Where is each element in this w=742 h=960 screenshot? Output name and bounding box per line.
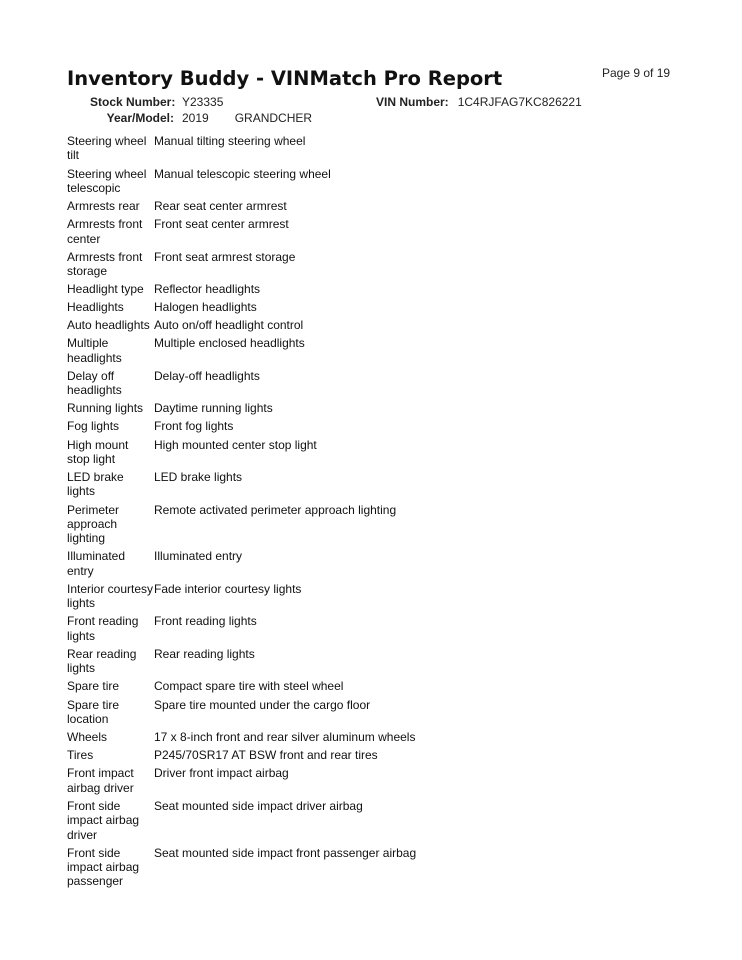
spec-label: Front side impact airbag driver bbox=[67, 798, 140, 842]
vin-number-value: 1C4RJFAG7KC826221 bbox=[457, 95, 582, 109]
spec-value: Front reading lights bbox=[154, 614, 257, 629]
spec-row bbox=[67, 799, 487, 842]
spec-row bbox=[67, 336, 487, 365]
spec-row bbox=[67, 647, 487, 676]
spec-row bbox=[67, 250, 487, 279]
spec-label: Armrests rear bbox=[67, 199, 140, 213]
year-model-field bbox=[106, 111, 312, 125]
spec-row bbox=[67, 698, 487, 727]
spec-label: Multiple headlights bbox=[67, 336, 122, 365]
spec-label: Front reading lights bbox=[67, 614, 139, 643]
year-value: 2019 bbox=[182, 111, 209, 125]
spec-value: Rear reading lights bbox=[154, 646, 255, 661]
spec-row bbox=[67, 134, 487, 163]
spec-value: Compact spare tire with steel wheel bbox=[154, 679, 344, 694]
spec-row bbox=[67, 582, 487, 611]
spec-row bbox=[67, 614, 487, 643]
spec-value: Driver front impact airbag bbox=[154, 766, 289, 781]
spec-value: Fade interior courtesy lights bbox=[154, 581, 302, 596]
spec-value: LED brake lights bbox=[154, 470, 243, 485]
report-title: Inventory Buddy - VINMatch Pro Report bbox=[67, 67, 503, 90]
spec-label: Headlight type bbox=[67, 282, 144, 297]
spec-value: Auto on/off headlight control bbox=[154, 318, 304, 333]
spec-row bbox=[67, 419, 487, 433]
spec-row bbox=[67, 730, 487, 744]
spec-label: Fog lights bbox=[67, 419, 120, 434]
spec-label: Spare tire location bbox=[67, 697, 120, 726]
spec-value: Front fog lights bbox=[154, 419, 234, 434]
model-value: GRANDCHER bbox=[234, 111, 313, 125]
spec-row bbox=[67, 679, 487, 693]
spec-row bbox=[67, 549, 487, 578]
spec-label: Interior courtesy lights bbox=[67, 581, 154, 611]
spec-label: Spare tire bbox=[67, 679, 120, 694]
spec-value: Manual tilting steering wheel bbox=[154, 134, 306, 148]
spec-value: Multiple enclosed headlights bbox=[154, 336, 305, 351]
spec-row bbox=[67, 282, 487, 296]
spec-value: Front seat armrest storage bbox=[154, 249, 296, 264]
spec-label: Tires bbox=[67, 748, 94, 763]
spec-row bbox=[67, 470, 487, 499]
spec-label: High mount stop light bbox=[67, 437, 129, 466]
spec-label: Steering wheel telescopic bbox=[67, 166, 147, 195]
spec-value: Seat mounted side impact front passenger airbag bbox=[154, 845, 417, 860]
spec-value: P245/70SR17 AT BSW front and rear tires bbox=[154, 748, 378, 763]
spec-value: Rear seat center armrest bbox=[154, 199, 287, 213]
spec-row bbox=[67, 438, 487, 467]
vin-number-label: VIN Number: bbox=[376, 95, 449, 109]
spec-list bbox=[67, 134, 487, 893]
stock-number-value: Y23335 bbox=[182, 95, 224, 109]
spec-value: 17 x 8-inch front and rear silver aluminum wheels bbox=[154, 730, 416, 745]
stock-number-label: Stock Number: bbox=[90, 95, 176, 109]
spec-row bbox=[67, 167, 487, 196]
spec-label: Running lights bbox=[67, 401, 144, 416]
spec-label: Headlights bbox=[67, 300, 124, 315]
stock-number-field bbox=[90, 95, 223, 109]
vin-number-field bbox=[376, 95, 582, 109]
spec-label: Armrests front storage bbox=[67, 249, 143, 278]
spec-row bbox=[67, 846, 487, 889]
spec-value: Front seat center armrest bbox=[154, 217, 289, 232]
spec-row bbox=[67, 503, 487, 546]
spec-value: Remote activated perimeter approach lighting bbox=[154, 502, 397, 517]
spec-label: Auto headlights bbox=[67, 318, 150, 333]
spec-label: Perimeter approach lighting bbox=[67, 502, 120, 546]
spec-label: Front side impact airbag passenger bbox=[67, 845, 140, 889]
spec-value: High mounted center stop light bbox=[154, 437, 317, 452]
spec-value: Seat mounted side impact driver airbag bbox=[154, 798, 363, 813]
spec-row bbox=[67, 369, 487, 398]
spec-row bbox=[67, 318, 487, 332]
spec-label: LED brake lights bbox=[67, 470, 124, 499]
spec-value: Delay-off headlights bbox=[154, 368, 260, 383]
spec-value: Reflector headlights bbox=[154, 282, 261, 297]
spec-value: Spare tire mounted under the cargo floor bbox=[154, 697, 371, 712]
spec-row bbox=[67, 199, 487, 213]
year-model-label: Year/Model: bbox=[106, 111, 174, 125]
spec-value: Manual telescopic steering wheel bbox=[154, 166, 331, 181]
spec-label: Delay off headlights bbox=[67, 368, 122, 398]
spec-label: Armrests front center bbox=[67, 217, 143, 246]
spec-value: Daytime running lights bbox=[154, 401, 273, 416]
spec-row bbox=[67, 300, 487, 314]
spec-value: Illuminated entry bbox=[154, 549, 243, 564]
spec-label: Illuminated entry bbox=[67, 549, 126, 578]
spec-value: Halogen headlights bbox=[154, 300, 257, 315]
spec-label: Rear reading lights bbox=[67, 646, 137, 676]
spec-label: Steering wheel tilt bbox=[67, 134, 147, 163]
spec-label: Front impact airbag driver bbox=[67, 766, 134, 795]
spec-row bbox=[67, 766, 487, 795]
page-indicator: Page 9 of 19 bbox=[602, 66, 671, 80]
spec-row bbox=[67, 217, 487, 246]
spec-row bbox=[67, 401, 487, 415]
spec-label: Wheels bbox=[67, 730, 108, 745]
spec-row bbox=[67, 748, 487, 762]
